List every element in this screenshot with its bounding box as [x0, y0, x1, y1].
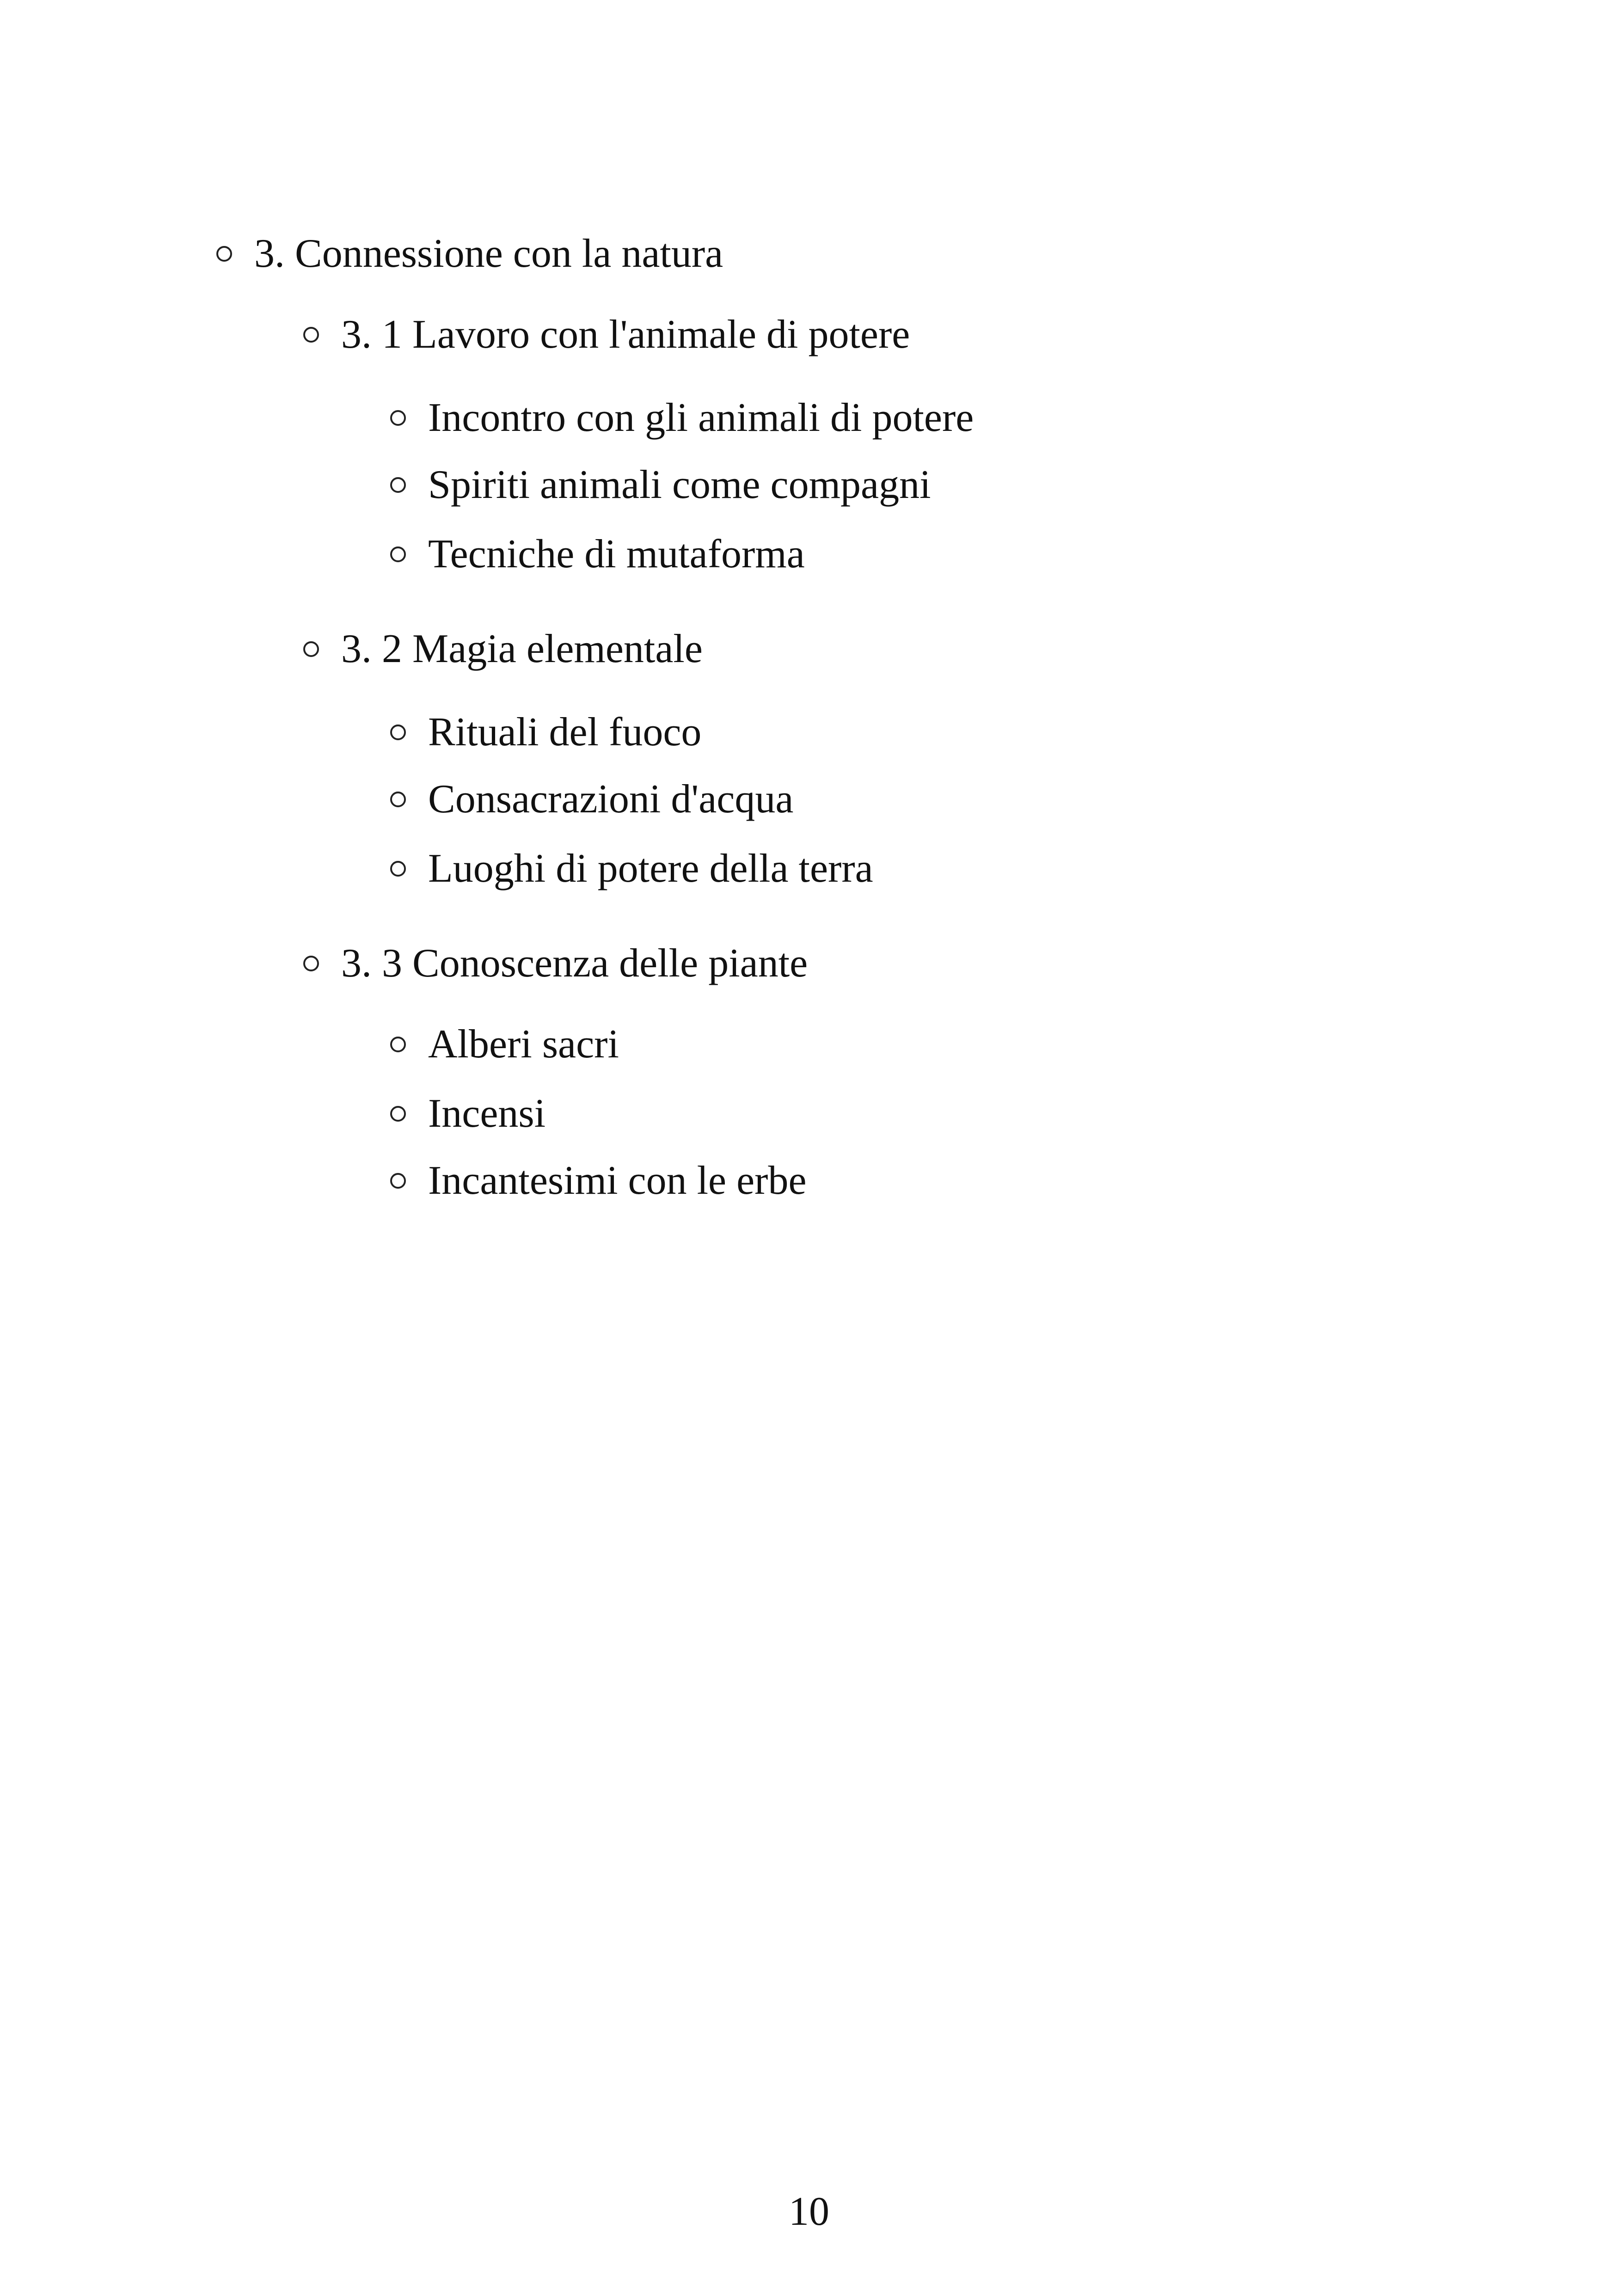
outline-list-item-label: Incantesimi con le erbe — [428, 1158, 807, 1203]
hollow-circle-bullet-icon — [390, 477, 406, 493]
hollow-circle-bullet-icon — [390, 1173, 406, 1189]
outline-list-item — [390, 848, 873, 889]
outline-subsection-label: 3. 1 Lavoro con l'animale di potere — [341, 312, 910, 357]
outline-section-item — [216, 233, 723, 274]
outline-list-item-label: Rituali del fuoco — [428, 710, 702, 755]
outline-list-item — [390, 395, 974, 440]
outline-list-item-label: Luoghi di potere della terra — [428, 846, 873, 891]
outline-list-item — [390, 534, 805, 575]
hollow-circle-bullet-icon — [390, 724, 406, 740]
hollow-circle-bullet-icon — [390, 792, 406, 807]
outline-subsection-label: 3. 3 Conoscenza delle piante — [341, 941, 808, 986]
hollow-circle-bullet-icon — [390, 546, 406, 562]
outline-subsection-item — [303, 943, 808, 984]
outline-list-item-label: Alberi sacri — [428, 1022, 619, 1067]
hollow-circle-bullet-icon — [303, 641, 319, 657]
outline-list-item — [390, 1160, 807, 1201]
hollow-circle-bullet-icon — [216, 246, 232, 262]
page-number: 10 — [789, 2189, 829, 2234]
outline-list-item — [390, 462, 931, 507]
outline-list-item — [390, 779, 793, 820]
outline-section-label: 3. Connessione con la natura — [254, 231, 723, 276]
outline-list-item-label: Incensi — [428, 1091, 546, 1136]
outline-list-item — [390, 1093, 545, 1134]
outline-list-item — [390, 712, 701, 753]
outline-list-item-label: Tecniche di mutaforma — [428, 532, 805, 577]
hollow-circle-bullet-icon — [390, 861, 406, 877]
outline-subsection-item — [303, 314, 910, 355]
outline-list-item-label: Spiriti animali come compagni — [428, 462, 931, 507]
hollow-circle-bullet-icon — [390, 410, 406, 426]
hollow-circle-bullet-icon — [303, 956, 319, 971]
outline-subsection-label: 3. 2 Magia elementale — [341, 626, 703, 671]
outline-list-item-label: Incontro con gli animali di potere — [428, 395, 974, 440]
hollow-circle-bullet-icon — [303, 327, 319, 343]
outline-subsection-item — [303, 626, 703, 671]
outline-list-item — [390, 1024, 619, 1065]
hollow-circle-bullet-icon — [390, 1037, 406, 1052]
hollow-circle-bullet-icon — [390, 1106, 406, 1122]
outline-list-item-label: Consacrazioni d'acqua — [428, 777, 794, 822]
